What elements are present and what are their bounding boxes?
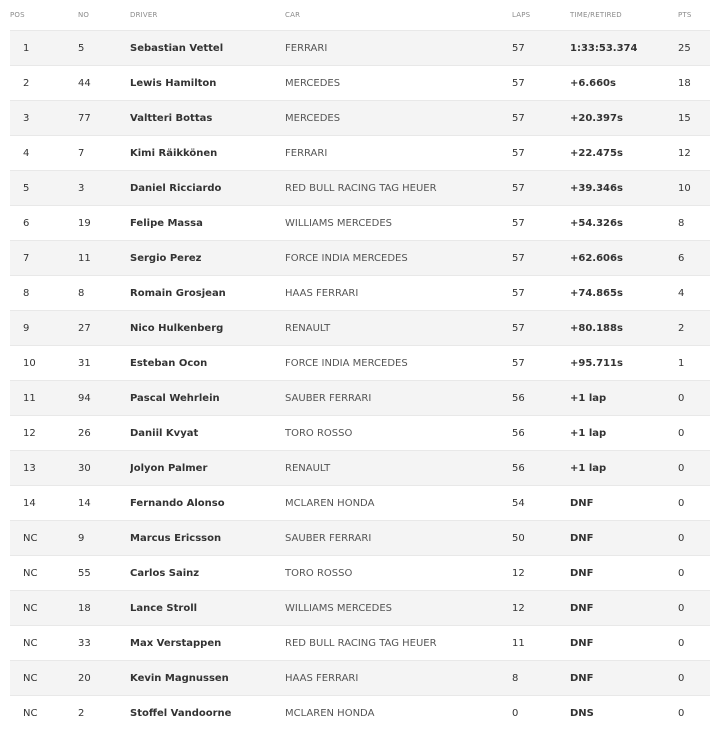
cell-car: FERRARI	[285, 136, 512, 171]
cell-car: SAUBER FERRARI	[285, 521, 512, 556]
cell-car: RED BULL RACING TAG HEUER	[285, 171, 512, 206]
cell-pos: 1	[10, 31, 78, 66]
cell-pts: 10	[678, 171, 710, 206]
cell-pos: NC	[10, 521, 78, 556]
cell-no: 2	[78, 696, 130, 730]
cell-driver: Daniel Ricciardo	[130, 171, 285, 206]
cell-car: RENAULT	[285, 451, 512, 486]
cell-pts: 0	[678, 556, 710, 591]
cell-car: FORCE INDIA MERCEDES	[285, 241, 512, 276]
cell-pts: 0	[678, 696, 710, 730]
table-row	[10, 311, 710, 346]
cell-no: 33	[78, 626, 130, 661]
cell-driver: Lance Stroll	[130, 591, 285, 626]
cell-time: DNF	[570, 556, 678, 591]
table-row	[10, 486, 710, 521]
header-car: CAR	[285, 0, 512, 31]
cell-time: +54.326s	[570, 206, 678, 241]
cell-pos: 5	[10, 171, 78, 206]
cell-time: +1 lap	[570, 381, 678, 416]
cell-laps: 8	[512, 661, 570, 696]
cell-laps: 56	[512, 381, 570, 416]
cell-car: RENAULT	[285, 311, 512, 346]
cell-pts: 18	[678, 66, 710, 101]
cell-pos: 14	[10, 486, 78, 521]
cell-time: 1:33:53.374	[570, 31, 678, 66]
cell-car: SAUBER FERRARI	[285, 381, 512, 416]
cell-pos: 4	[10, 136, 78, 171]
cell-pos: NC	[10, 696, 78, 730]
cell-pos: 8	[10, 276, 78, 311]
cell-driver: Romain Grosjean	[130, 276, 285, 311]
cell-laps: 56	[512, 416, 570, 451]
cell-driver: Fernando Alonso	[130, 486, 285, 521]
cell-car: HAAS FERRARI	[285, 661, 512, 696]
cell-driver: Carlos Sainz	[130, 556, 285, 591]
cell-laps: 50	[512, 521, 570, 556]
table-row	[10, 591, 710, 626]
cell-pts: 6	[678, 241, 710, 276]
cell-no: 77	[78, 101, 130, 136]
cell-pts: 0	[678, 486, 710, 521]
cell-no: 8	[78, 276, 130, 311]
table-row	[10, 171, 710, 206]
cell-no: 9	[78, 521, 130, 556]
cell-no: 20	[78, 661, 130, 696]
table-row	[10, 31, 710, 66]
cell-driver: Max Verstappen	[130, 626, 285, 661]
cell-driver: Daniil Kvyat	[130, 416, 285, 451]
cell-pts: 4	[678, 276, 710, 311]
cell-laps: 56	[512, 451, 570, 486]
cell-car: FERRARI	[285, 31, 512, 66]
header-row	[10, 0, 710, 31]
cell-pts: 15	[678, 101, 710, 136]
cell-no: 44	[78, 66, 130, 101]
table-row	[10, 276, 710, 311]
table-row	[10, 346, 710, 381]
cell-pos: NC	[10, 661, 78, 696]
cell-laps: 12	[512, 556, 570, 591]
cell-driver: Lewis Hamilton	[130, 66, 285, 101]
cell-laps: 54	[512, 486, 570, 521]
cell-pts: 2	[678, 311, 710, 346]
cell-no: 26	[78, 416, 130, 451]
cell-no: 94	[78, 381, 130, 416]
table-row	[10, 556, 710, 591]
cell-car: TORO ROSSO	[285, 556, 512, 591]
cell-pos: 9	[10, 311, 78, 346]
cell-pos: 12	[10, 416, 78, 451]
cell-laps: 57	[512, 101, 570, 136]
cell-time: DNS	[570, 696, 678, 730]
cell-laps: 57	[512, 206, 570, 241]
cell-pos: 13	[10, 451, 78, 486]
cell-pts: 1	[678, 346, 710, 381]
cell-time: DNF	[570, 486, 678, 521]
cell-no: 55	[78, 556, 130, 591]
cell-pts: 12	[678, 136, 710, 171]
cell-time: +1 lap	[570, 416, 678, 451]
cell-pos: 11	[10, 381, 78, 416]
cell-time: +80.188s	[570, 311, 678, 346]
results-header	[10, 0, 710, 31]
table-row	[10, 451, 710, 486]
cell-driver: Felipe Massa	[130, 206, 285, 241]
cell-driver: Stoffel Vandoorne	[130, 696, 285, 730]
cell-laps: 0	[512, 696, 570, 730]
cell-time: DNF	[570, 626, 678, 661]
race-results-table	[10, 0, 710, 730]
cell-pts: 0	[678, 521, 710, 556]
cell-car: TORO ROSSO	[285, 416, 512, 451]
table-row	[10, 206, 710, 241]
cell-car: MCLAREN HONDA	[285, 696, 512, 730]
cell-driver: Pascal Wehrlein	[130, 381, 285, 416]
cell-time: DNF	[570, 661, 678, 696]
cell-laps: 57	[512, 346, 570, 381]
table-row	[10, 696, 710, 730]
cell-time: +20.397s	[570, 101, 678, 136]
cell-pts: 25	[678, 31, 710, 66]
cell-no: 7	[78, 136, 130, 171]
cell-car: HAAS FERRARI	[285, 276, 512, 311]
cell-no: 18	[78, 591, 130, 626]
cell-pts: 0	[678, 416, 710, 451]
cell-pos: 7	[10, 241, 78, 276]
cell-laps: 57	[512, 66, 570, 101]
cell-laps: 11	[512, 626, 570, 661]
cell-driver: Sebastian Vettel	[130, 31, 285, 66]
header-laps: LAPS	[512, 0, 570, 31]
cell-pos: NC	[10, 556, 78, 591]
cell-pts: 8	[678, 206, 710, 241]
header-pos: POS	[10, 0, 78, 31]
cell-laps: 12	[512, 591, 570, 626]
table-row	[10, 416, 710, 451]
cell-laps: 57	[512, 241, 570, 276]
cell-time: DNF	[570, 591, 678, 626]
cell-car: MERCEDES	[285, 101, 512, 136]
cell-car: MCLAREN HONDA	[285, 486, 512, 521]
cell-pos: 3	[10, 101, 78, 136]
cell-laps: 57	[512, 136, 570, 171]
cell-no: 11	[78, 241, 130, 276]
cell-time: +22.475s	[570, 136, 678, 171]
cell-pos: NC	[10, 591, 78, 626]
table-row	[10, 241, 710, 276]
cell-laps: 57	[512, 31, 570, 66]
header-time: TIME/RETIRED	[570, 0, 678, 31]
cell-driver: Kevin Magnussen	[130, 661, 285, 696]
cell-driver: Valtteri Bottas	[130, 101, 285, 136]
table-row	[10, 661, 710, 696]
cell-no: 14	[78, 486, 130, 521]
cell-no: 27	[78, 311, 130, 346]
cell-driver: Nico Hulkenberg	[130, 311, 285, 346]
cell-time: +39.346s	[570, 171, 678, 206]
cell-time: DNF	[570, 521, 678, 556]
cell-driver: Marcus Ericsson	[130, 521, 285, 556]
header-no: NO	[78, 0, 130, 31]
cell-car: WILLIAMS MERCEDES	[285, 206, 512, 241]
cell-pts: 0	[678, 661, 710, 696]
table-row	[10, 136, 710, 171]
cell-pts: 0	[678, 626, 710, 661]
cell-pts: 0	[678, 451, 710, 486]
cell-no: 5	[78, 31, 130, 66]
header-driver: DRIVER	[130, 0, 285, 31]
cell-pts: 0	[678, 381, 710, 416]
cell-laps: 57	[512, 276, 570, 311]
results-body	[10, 31, 710, 730]
table-row	[10, 381, 710, 416]
cell-pts: 0	[678, 591, 710, 626]
cell-time: +62.606s	[570, 241, 678, 276]
cell-driver: Sergio Perez	[130, 241, 285, 276]
header-pts: PTS	[678, 0, 710, 31]
cell-time: +95.711s	[570, 346, 678, 381]
cell-car: MERCEDES	[285, 66, 512, 101]
cell-no: 30	[78, 451, 130, 486]
table-row	[10, 101, 710, 136]
cell-pos: 10	[10, 346, 78, 381]
cell-pos: 6	[10, 206, 78, 241]
cell-no: 3	[78, 171, 130, 206]
cell-time: +1 lap	[570, 451, 678, 486]
cell-driver: Jolyon Palmer	[130, 451, 285, 486]
cell-driver: Esteban Ocon	[130, 346, 285, 381]
cell-pos: NC	[10, 626, 78, 661]
cell-laps: 57	[512, 171, 570, 206]
cell-time: +6.660s	[570, 66, 678, 101]
cell-no: 31	[78, 346, 130, 381]
cell-no: 19	[78, 206, 130, 241]
cell-driver: Kimi Räikkönen	[130, 136, 285, 171]
table-row	[10, 521, 710, 556]
cell-pos: 2	[10, 66, 78, 101]
cell-laps: 57	[512, 311, 570, 346]
table-row	[10, 626, 710, 661]
cell-car: FORCE INDIA MERCEDES	[285, 346, 512, 381]
cell-car: RED BULL RACING TAG HEUER	[285, 626, 512, 661]
cell-car: WILLIAMS MERCEDES	[285, 591, 512, 626]
table-row	[10, 66, 710, 101]
cell-time: +74.865s	[570, 276, 678, 311]
